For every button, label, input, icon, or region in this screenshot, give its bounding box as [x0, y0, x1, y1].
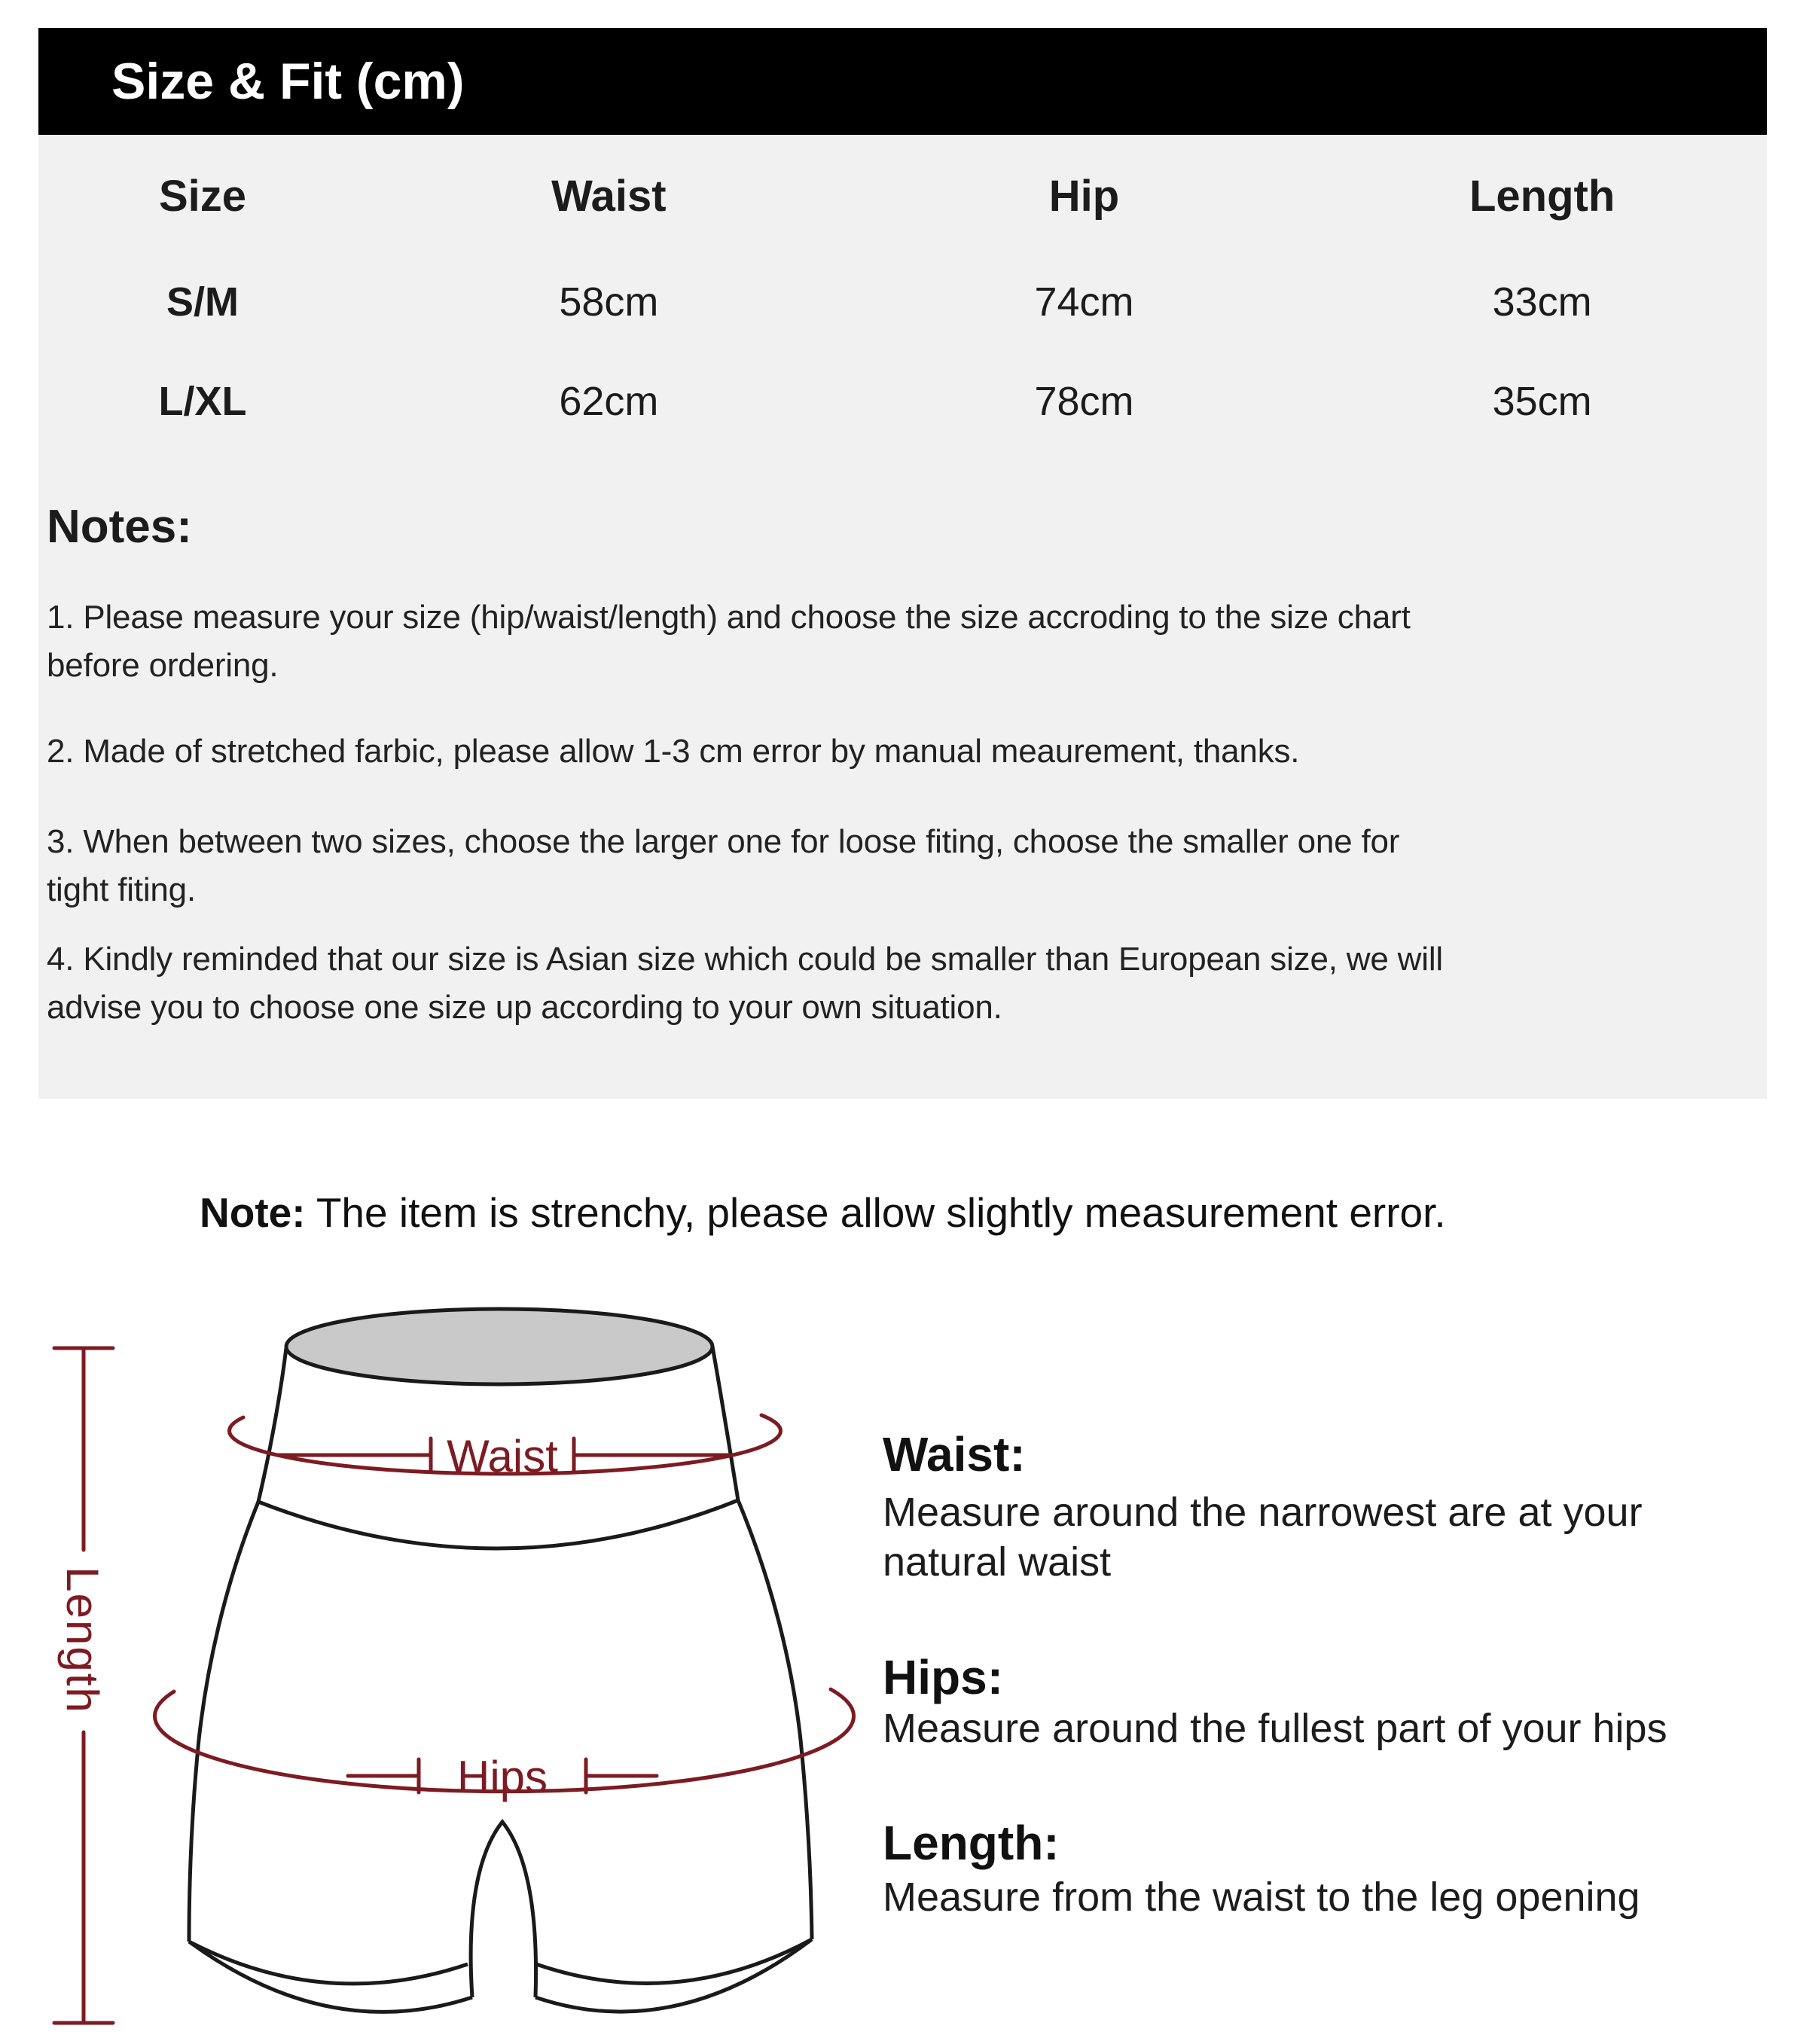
guide-hips-heading: Hips:: [883, 1650, 1003, 1704]
waistband-ellipse: [286, 1309, 712, 1384]
stretch-note: [200, 1188, 1446, 1237]
col-header-size: Size: [158, 172, 247, 221]
note-item-1: [47, 593, 1411, 690]
guide-length-heading: Length:: [883, 1816, 1060, 1870]
note-line: before ordering.: [47, 647, 279, 684]
guide-hips-text: Measure around the fullest part of your hips: [883, 1706, 1667, 1751]
note-line: advise you to choose one size up according to your own situation.: [47, 989, 1002, 1026]
table-row: [38, 378, 1767, 425]
table-row: [38, 279, 1767, 325]
col-header-length: Length: [1469, 172, 1615, 221]
cell-size-name: S/M: [166, 279, 239, 325]
guide-waist-text: Measure around the narrowest are at your: [883, 1490, 1643, 1535]
shorts-measurement-diagram: [0, 1280, 904, 2044]
stretch-note-text: The item is strenchy, please allow slightly measurement error.: [305, 1189, 1446, 1236]
length-diagram-label: Length: [57, 1567, 108, 1714]
right-cuff-line: [536, 1939, 812, 1983]
shorts-left-outline: [189, 1502, 258, 1942]
waist-diagram-label: Waist: [447, 1431, 558, 1481]
left-cuff-line: [189, 1942, 468, 1984]
shorts-right-outline: [738, 1500, 812, 1939]
cell-waist-value: 58cm: [559, 279, 659, 325]
hips-diagram-label: Hips: [456, 1752, 548, 1802]
col-header-waist: Waist: [551, 172, 667, 221]
note-item-4: [47, 935, 1443, 1032]
cell-size-name: L/XL: [158, 379, 247, 424]
note-line: 4. Kindly reminded that our size is Asian size which could be smaller than European size, we will: [47, 941, 1443, 978]
stretch-note-label: Note:: [200, 1189, 306, 1236]
note-line: tight fiting.: [47, 871, 196, 908]
note-line: 1. Please measure your size (hip/waist/length) and choose the size accroding to the size chart: [47, 599, 1411, 636]
size-table-header-row: [38, 170, 1767, 223]
note-item-2: [47, 728, 1299, 776]
note-line: 3. When between two sizes, choose the larger one for loose fiting, choose the smaller one for: [47, 823, 1400, 860]
note-item-3: [47, 818, 1399, 914]
col-header-hip: Hip: [1048, 172, 1120, 221]
guide-waist-text: natural waist: [883, 1539, 1112, 1585]
cell-length-value: 35cm: [1492, 379, 1592, 424]
guide-waist-heading: Waist:: [883, 1427, 1026, 1481]
notes-heading: Notes:: [47, 501, 192, 553]
cell-hip-value: 78cm: [1034, 379, 1134, 424]
waistband-right-edge: [712, 1347, 738, 1500]
waistband-left-edge: [258, 1348, 286, 1502]
waistband-seam: [258, 1500, 738, 1548]
shorts-crotch-outline: [471, 1822, 535, 1997]
cell-hip-value: 74cm: [1034, 279, 1134, 325]
cell-length-value: 33cm: [1492, 279, 1592, 325]
section-header-bar: [38, 28, 1767, 135]
guide-length-text: Measure from the waist to the leg opening: [883, 1875, 1640, 1920]
page-title: Size & Fit (cm): [111, 53, 465, 110]
note-line: 2. Made of stretched farbic, please allow 1-3 cm error by manual meaurement, thanks.: [47, 733, 1300, 770]
cell-waist-value: 62cm: [559, 379, 659, 424]
